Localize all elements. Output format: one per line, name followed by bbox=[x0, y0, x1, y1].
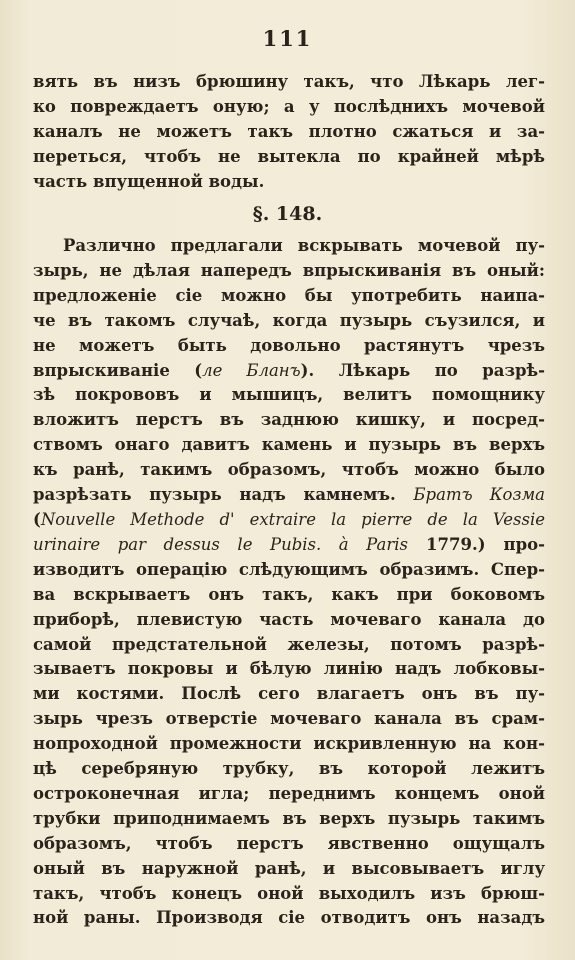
text-line bbox=[33, 707, 545, 732]
text-line: переться, чтобъ не вытекла по крайней мѣрѣ bbox=[33, 146, 545, 166]
italic-text-run: ле Бланъ bbox=[202, 360, 301, 380]
text-run: ). Лѣкарь по разрѣ- bbox=[300, 360, 545, 380]
text-run: самой предстательной железы, потомъ разрѣ- bbox=[33, 634, 545, 654]
text-run: изводитъ операцію слѣдующимъ образимъ. Спер- bbox=[33, 559, 545, 579]
text-run: нопроходной промежности искривленную на кон- bbox=[33, 734, 545, 754]
text-run: ми костями. Послѣ сего влагаетъ онъ въ пу- bbox=[33, 684, 545, 704]
text-line: каналъ не можетъ такъ плотно сжаться и за- bbox=[33, 121, 545, 141]
text-line bbox=[33, 558, 545, 583]
paragraph-section-148 bbox=[33, 234, 545, 931]
text-run: ( bbox=[33, 509, 41, 529]
text-line bbox=[33, 757, 545, 782]
text-run: зырь чрезъ отверстіе мочеваго канала въ срам- bbox=[33, 709, 545, 729]
text-run: вложитъ перстъ въ заднюю кишку, и посред- bbox=[33, 410, 545, 430]
text-line: вять въ низъ брюшину такъ, что Лѣкарь лег- bbox=[33, 72, 545, 91]
text-run: зырь, не дѣлая напередъ впрыскиванія въ оный: bbox=[33, 260, 545, 280]
text-line bbox=[33, 458, 545, 483]
text-run: трубки приподнимаемъ въ верхъ пузырь такимъ bbox=[33, 808, 545, 828]
text-line bbox=[33, 608, 545, 633]
text-line bbox=[33, 657, 545, 682]
text-line bbox=[33, 857, 545, 882]
text-run: ва вскрываетъ онъ такъ, какъ при боковомъ bbox=[33, 584, 545, 604]
text-line bbox=[33, 433, 545, 458]
text-line: ко повреждаетъ оную; а у послѣднихъ мочевой bbox=[33, 96, 545, 116]
paragraph-continuation bbox=[33, 70, 545, 195]
text-run: такъ, чтобъ конецъ оной выходилъ изъ брюш- bbox=[33, 883, 545, 903]
text-run: зываетъ покровы и бѣлую линію надъ лобковы- bbox=[33, 659, 545, 679]
text-line bbox=[33, 284, 545, 309]
text-line bbox=[33, 633, 545, 658]
text-run: образомъ, чтобъ перстъ явственно ощущалъ bbox=[33, 833, 545, 853]
text-line bbox=[33, 508, 545, 533]
text-line bbox=[33, 807, 545, 832]
text-run: ной раны. Производя сіе отводитъ онъ назадъ bbox=[33, 908, 545, 928]
text-line bbox=[33, 334, 545, 359]
italic-text-run: Nouvelle Methode d' extraire la pierre de la Vessie bbox=[40, 509, 545, 529]
text-line bbox=[33, 583, 545, 608]
text-run: Различно предлагали вскрывать мочевой пу- bbox=[63, 236, 545, 255]
text-run: ствомъ онаго давитъ камень и пузырь въ верхъ bbox=[33, 435, 545, 455]
text-run: къ ранѣ, такимъ образомъ, чтобъ можно было bbox=[33, 460, 545, 480]
text-line bbox=[33, 359, 545, 384]
text-line: часть впущенной воды. bbox=[33, 171, 265, 191]
page-number: 111 bbox=[262, 26, 313, 51]
text-line bbox=[33, 309, 545, 334]
section-heading: §. 148. bbox=[252, 203, 323, 225]
text-line bbox=[33, 483, 545, 508]
italic-text-run: urinaire par dessus le Pubis. à Paris bbox=[33, 534, 408, 554]
text-run: цѣ серебряную трубку, въ которой лежитъ bbox=[33, 759, 545, 779]
text-line bbox=[33, 832, 545, 857]
text-line bbox=[33, 882, 545, 907]
text-run: разрѣзать пузырь надъ камнемъ. bbox=[33, 485, 414, 505]
text-line bbox=[33, 533, 545, 558]
text-run: не можетъ быть довольно растянутъ чрезъ bbox=[33, 335, 545, 355]
text-run: впрыскиваніе ( bbox=[33, 360, 203, 380]
text-run: оный въ наружной ранѣ, и высовываетъ иглу bbox=[33, 858, 545, 878]
text-run: предложеніе сіе можно бы употребить наипа- bbox=[33, 285, 545, 305]
text-line bbox=[33, 383, 545, 408]
text-run: че въ такомъ случаѣ, когда пузырь съузился, и bbox=[33, 310, 545, 330]
text-line bbox=[33, 782, 545, 807]
text-line bbox=[33, 906, 545, 931]
text-line bbox=[33, 234, 545, 259]
text-line bbox=[33, 682, 545, 707]
text-line bbox=[33, 732, 545, 757]
text-line bbox=[33, 408, 545, 433]
text-run: остроконечная игла; переднимъ концемъ оной bbox=[33, 783, 545, 803]
italic-text-run: Братъ Козма bbox=[413, 485, 545, 505]
text-run: приборѣ, плевистую часть мочеваго канала до bbox=[33, 609, 545, 629]
text-line bbox=[33, 259, 545, 284]
text-run: зѣ покрововъ и мышицъ, велитъ помощнику bbox=[33, 385, 545, 405]
text-run: 1779.) про- bbox=[408, 534, 545, 554]
